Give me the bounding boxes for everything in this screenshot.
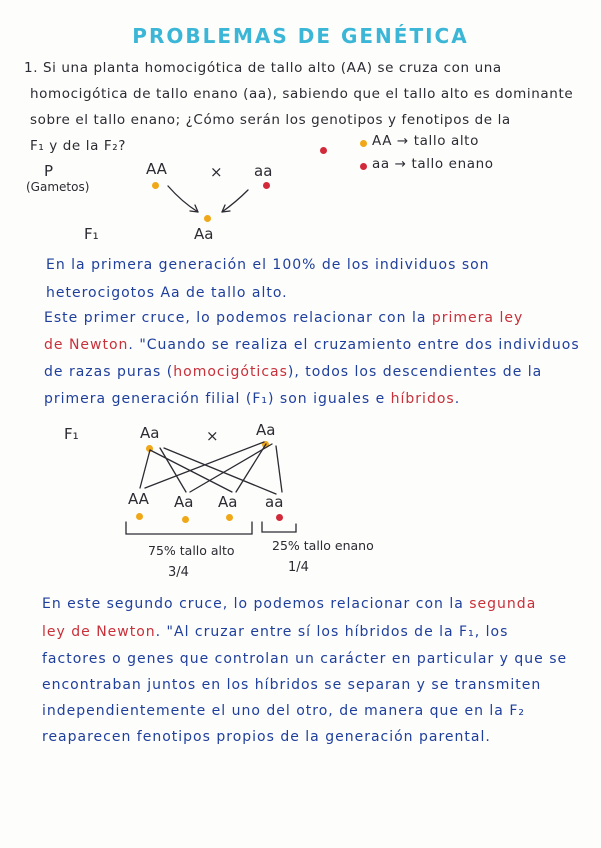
cross1-cross-symbol: × <box>210 163 223 181</box>
cross1-parent-left: AA <box>146 160 167 178</box>
cross1-arrow-left <box>168 186 198 212</box>
dwarf-ratio: 25% tallo enano <box>272 538 374 553</box>
para2-line-3: de razas puras (homocigóticas), todos los descendientes de la <box>44 364 543 380</box>
para2-line-2: de Newton. "Cuando se realiza el cruzamiento entre dos individuos <box>44 337 580 353</box>
offspring-aa-het-1: Aa <box>174 493 194 511</box>
para1-line-2: heterocigotos Aa de tallo alto. <box>46 285 288 301</box>
f1-label: F₁ <box>84 225 99 243</box>
offspring-aa-recessive: aa <box>265 493 284 511</box>
first-law-highlight: primera ley <box>431 310 524 326</box>
problem-line-3: sobre el tallo enano; ¿Cómo serán los genotipos y fenotipos de la <box>30 112 511 128</box>
p-label: P <box>44 162 54 180</box>
problem-line-2: homocigótica de tallo enano (aa), sabiendo que el tallo alto es dominante <box>30 86 574 102</box>
page-title: PROBLEMAS DE GENÉTICA <box>132 24 469 48</box>
newton-highlight-2: ley de Newton <box>42 624 156 640</box>
homozygous-highlight: homocigóticas <box>173 364 288 380</box>
dwarf-bracket <box>262 522 296 532</box>
tall-fraction: 3/4 <box>168 565 189 580</box>
punnett-line-3 <box>160 448 186 492</box>
problem-line-4: F₁ y de la F₂? <box>30 138 126 154</box>
cross2-parent-right: Aa <box>256 421 276 439</box>
hybrids-highlight: híbridos <box>390 391 455 407</box>
newton-highlight-1: de Newton <box>44 337 129 353</box>
punnett-line-8 <box>276 446 282 492</box>
punnett-line-1 <box>140 450 150 488</box>
para2-line-1: Este primer cruce, lo podemos relacionar con la primera ley <box>44 310 524 326</box>
cross1-arrow-right <box>222 190 248 212</box>
para2-line-4: primera generación filial (F₁) son iguales e híbridos. <box>44 391 461 407</box>
cross2-cross-symbol: × <box>206 427 219 445</box>
legend-recessive: aa → tallo enano <box>372 156 494 172</box>
para3-line-5: independientemente el uno del otro, de manera que en la F₂ <box>42 703 525 719</box>
problem-line-1: 1. Si una planta homocigótica de tallo alto (AA) se cruza con una <box>24 60 502 76</box>
cross1-offspring: Aa <box>194 225 214 243</box>
para3-line-3: factores o genes que controlan un carácter en particular y que se <box>42 651 568 667</box>
para3-line-4: encontraban juntos en los híbridos se separan y se transmiten <box>42 677 542 693</box>
cross1-parent-right: aa <box>254 162 273 180</box>
offspring-aa-dominant: AA <box>128 490 149 508</box>
tall-bracket <box>126 522 252 534</box>
gametes-label: (Gametos) <box>26 180 90 194</box>
para1-line-1: En la primera generación el 100% de los individuos son <box>46 257 490 273</box>
cross2-parent-left: Aa <box>140 424 160 442</box>
legend-dominant: AA → tallo alto <box>372 133 479 149</box>
dwarf-fraction: 1/4 <box>288 560 309 575</box>
para3-line-2: ley de Newton. "Al cruzar entre sí los híbridos de la F₁, los <box>42 624 509 640</box>
para3-line-6: reaparecen fenotipos propios de la generación parental. <box>42 729 491 745</box>
para3-line-1: En este segundo cruce, lo podemos relacionar con la segunda <box>42 596 537 612</box>
punnett-line-7 <box>190 444 272 492</box>
cross2-f1-label: F₁ <box>64 425 79 443</box>
second-highlight: segunda <box>469 596 537 612</box>
tall-ratio: 75% tallo alto <box>148 543 235 558</box>
offspring-aa-het-2: Aa <box>218 493 238 511</box>
